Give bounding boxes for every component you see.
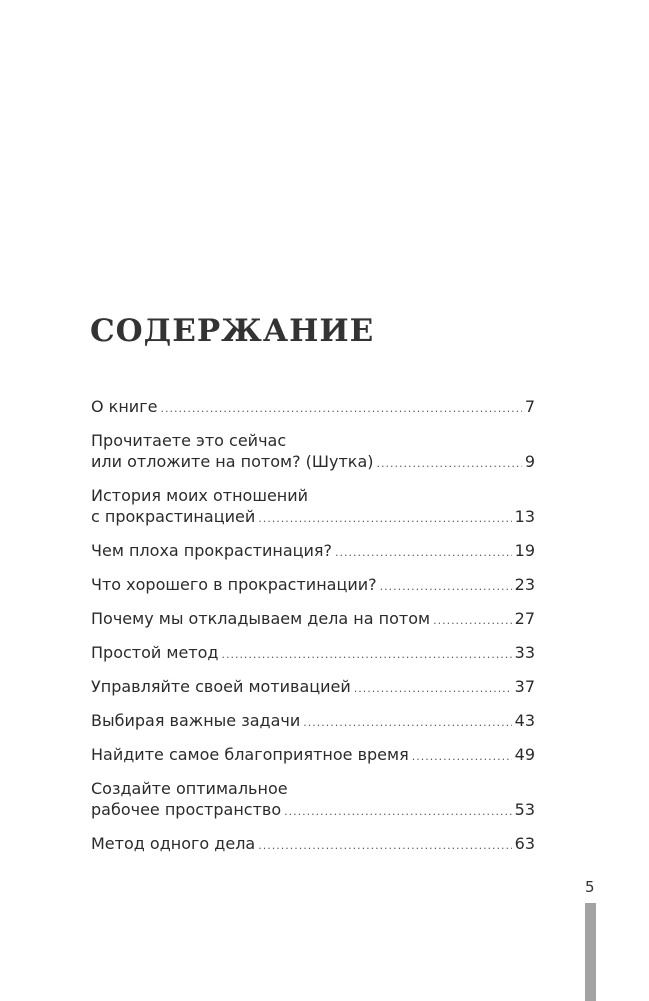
toc-row	[91, 506, 535, 529]
dot-leader	[303, 712, 511, 733]
dot-leader	[221, 644, 511, 665]
toc-entry-page: 13	[514, 507, 535, 526]
toc-entry-page: 43	[514, 711, 535, 730]
toc-entry-title: Почему мы откладываем дела на потом	[91, 609, 431, 628]
toc-entry-simple-method	[91, 642, 535, 665]
toc-entry-about-book	[91, 396, 535, 419]
toc-entry-page: 53	[514, 800, 535, 819]
toc-entry-one-thing	[91, 833, 535, 856]
toc-entry-best-time	[91, 744, 535, 767]
toc-entry-page: 23	[514, 575, 535, 594]
toc-entry-page: 27	[514, 609, 535, 628]
toc-row	[91, 396, 535, 419]
toc-row	[91, 799, 535, 822]
toc-row	[91, 574, 535, 597]
toc-entry-title: Чем плоха прокрастинация?	[91, 541, 333, 560]
toc-entry-why-postpone	[91, 608, 535, 631]
toc-row	[91, 642, 535, 665]
toc-entry-my-history	[91, 485, 535, 529]
toc-entry-title: Что хорошего в прокрастинации?	[91, 575, 377, 594]
page-number: 5	[585, 878, 595, 896]
dot-leader	[354, 678, 512, 699]
toc-entry-title: Найдите самое благоприятное время	[91, 745, 409, 764]
dot-leader	[335, 542, 512, 563]
toc-entry-title: Метод одного дела	[91, 834, 256, 853]
toc-entry-title: с прокрастинацией	[91, 507, 256, 526]
toc-row	[91, 710, 535, 733]
toc-entry-title: Простой метод	[91, 643, 219, 662]
toc-entry-title: или отложите на потом? (Шутка)	[91, 452, 374, 471]
toc-row	[91, 451, 535, 474]
dot-leader	[433, 610, 512, 631]
toc-row	[91, 744, 535, 767]
dot-leader	[412, 746, 512, 767]
page-title: СОДЕРЖАНИЕ	[90, 313, 375, 349]
toc-entry-page: 63	[514, 834, 535, 853]
toc-entry-page: 9	[524, 452, 535, 471]
dot-leader	[160, 398, 521, 419]
toc-entry-read-now	[91, 430, 535, 474]
toc-row	[91, 833, 535, 856]
dot-leader	[377, 453, 522, 474]
toc-entry-motivation	[91, 676, 535, 699]
dot-leader	[258, 835, 511, 856]
toc-entry-title-line1: Создайте оптимальное	[91, 779, 288, 798]
toc-entry-title-line1: Прочитаете это сейчас	[91, 431, 287, 450]
toc-entry-whats-good	[91, 574, 535, 597]
side-tab-bar	[585, 903, 596, 1001]
toc-entry-title-line1: История моих отношений	[91, 486, 309, 505]
toc-row	[91, 676, 535, 699]
toc-entry-title: Выбирая важные задачи	[91, 711, 301, 730]
table-of-contents	[91, 396, 535, 867]
dot-leader	[284, 801, 512, 822]
dot-leader	[380, 576, 512, 597]
dot-leader	[258, 508, 511, 529]
toc-entry-page: 7	[524, 397, 535, 416]
toc-entry-page: 37	[514, 677, 535, 696]
toc-entry-page: 33	[514, 643, 535, 662]
toc-entry-page: 49	[514, 745, 535, 764]
toc-entry-why-bad	[91, 540, 535, 563]
toc-entry-page: 19	[514, 541, 535, 560]
toc-entry-title: О книге	[91, 397, 158, 416]
toc-row	[91, 608, 535, 631]
toc-entry-important-tasks	[91, 710, 535, 733]
toc-row	[91, 540, 535, 563]
toc-entry-title: рабочее пространство	[91, 800, 282, 819]
toc-entry-title: Управляйте своей мотивацией	[91, 677, 351, 696]
toc-entry-workspace	[91, 778, 535, 822]
